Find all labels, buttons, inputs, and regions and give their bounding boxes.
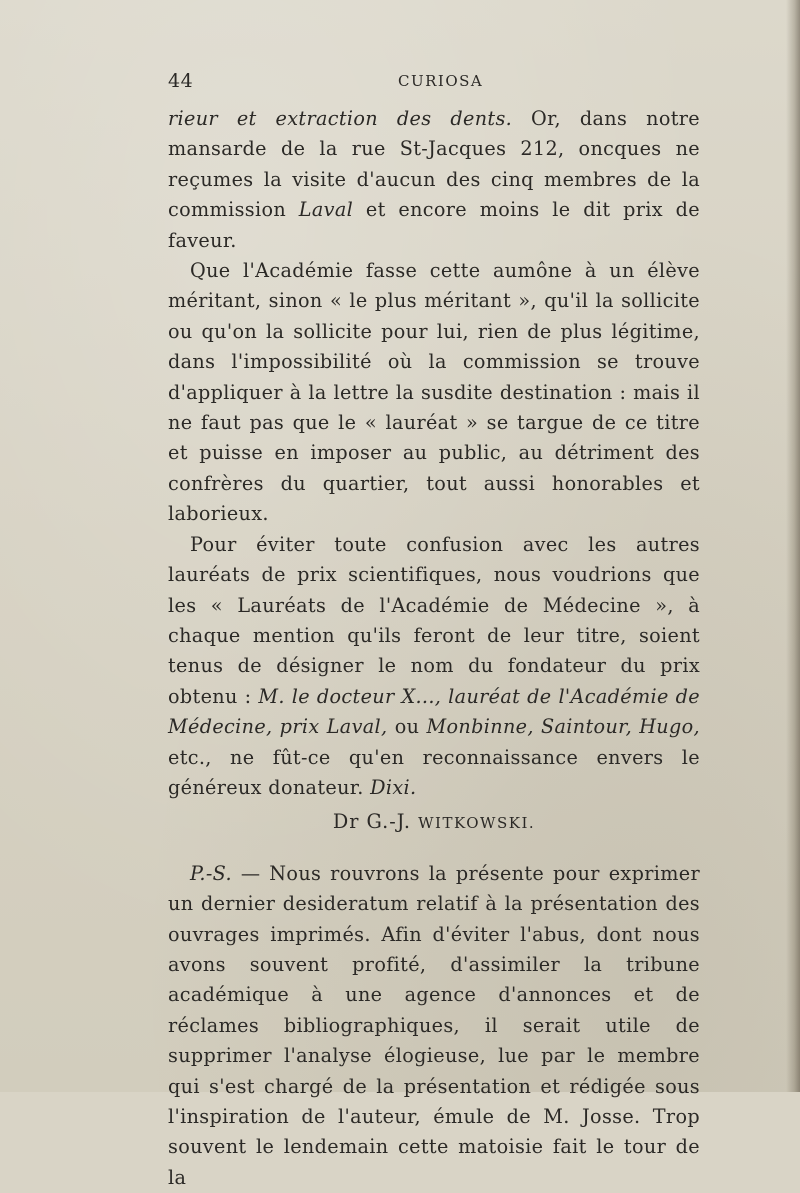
running-title: CURIOSA — [398, 72, 484, 90]
page-number: 44 — [168, 70, 194, 92]
signature-name: WITKOWSKI. — [418, 814, 536, 833]
paragraph-3-text: Pour éviter toute confusion avec les autres lauréats de prix scientifiques, nous voudrions que les « Lauréats de l'Académie de Médecine », à chaque mention qu'ils feront de leur titre, soient tenus de désigner le nom du fondateur du prix obtenu : — [168, 532, 700, 708]
paragraph-3-italic-names: Monbinne, Saintour, Hugo, — [426, 715, 700, 739]
page-edge-shadow — [786, 0, 800, 1092]
postscript-text: — Nous rouvrons la présente pour exprimer un dernier desideratum relatif à la présentation des ouvrages imprimés. Afin d'éviter l'abus, dont nous avons souvent profité, d'assimiler la tribune académique à une agence d'annonces et de réclames bibliographiques, il serait utile de supprimer l'analyse élogieuse, lue par le membre qui s'est chargé de la présentation et rédigée sous l'inspiration de l'auteur, émule de M. Josse. Trop souvent le lendemain cette matoisie fait le tour de la — [168, 861, 700, 1189]
signature-prefix: Dr G.-J. — [332, 810, 419, 834]
paragraph-3-text-ou: ou — [387, 715, 427, 739]
paragraph-3-italic-title: M. le docteur X..., lauréat de l'Académie de Médecine, prix Laval, — [168, 684, 700, 739]
paragraph-1 — [168, 104, 700, 256]
paragraph-2: Que l'Académie fasse cette aumône à un élève méritant, sinon « le plus méritant », qu'il la sollicite ou qu'on la sollicite pour lui, rien de plus légitime, dans l'impossibilité où la commission se trouve d'appliquer à la lettre la susdite destination : mais il ne faut pas que le « lauréat » se targue de ce titre et puisse en imposer au public, au détriment des confrères du quartier, tout aussi honorables et laborieux. — [168, 259, 700, 526]
paragraph-3-italic-dixi: Dixi. — [370, 775, 417, 799]
paragraph-1-text: Or, dans notre mansarde de la rue St-Jacques 212, oncques ne reçumes la visite d'aucun des cinq membres de la commission — [168, 107, 701, 222]
paragraph-3-text-end: etc., ne fût-ce qu'en reconnaissance envers le généreux donateur. — [168, 745, 700, 799]
paragraph-1-italic-start: rieur et extraction des dents. — [168, 107, 513, 130]
paragraph-1-text-end: et encore moins le dit prix de faveur. — [168, 198, 700, 252]
paragraph-postscript — [168, 859, 700, 1193]
paragraph-1-italic-laval: Laval — [298, 198, 354, 222]
postscript-label: P.-S. — [190, 861, 232, 885]
body-text — [168, 104, 700, 1193]
paragraph-3 — [168, 530, 700, 804]
page-header — [168, 70, 700, 94]
signature — [168, 807, 700, 838]
